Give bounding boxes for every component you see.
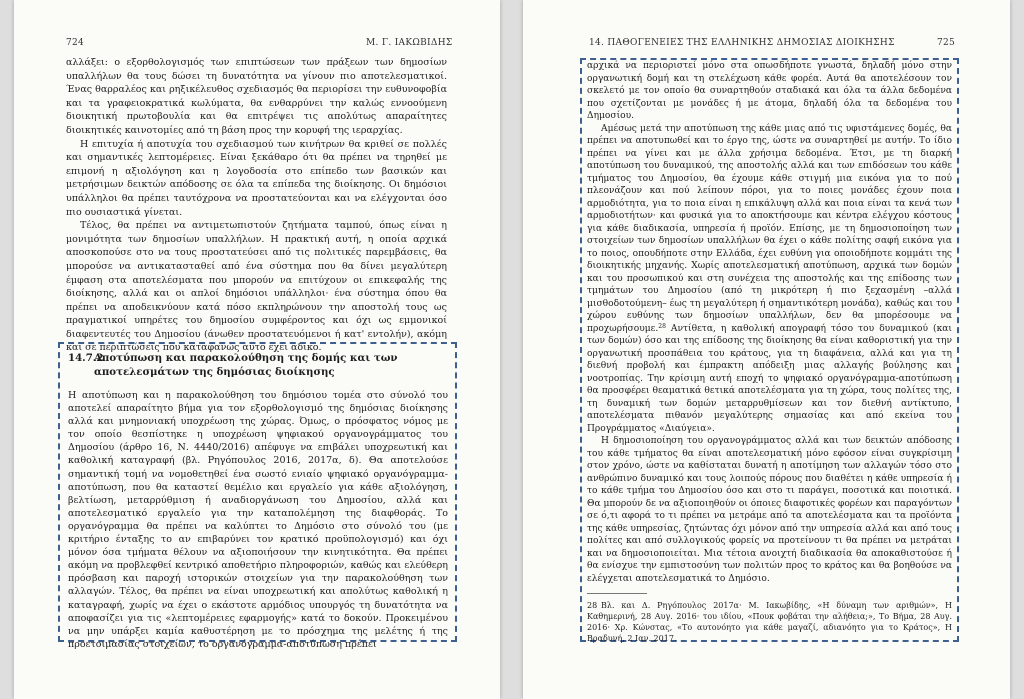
footnote-text: Βλ. και Δ. Ρηγόπουλος 2017α· Μ. Ιακωβίδης, «Η δύναμη των αριθμών», Η Καθημερινή, 28 Αυγ. 2016· του ιδίου, «Πουκ φοβάται την αλήθεια;», Το Βήμα, 28 Αυγ. 2016· Χρ. Κώνστας, «Το αυτονόητο για κάθε μαγαζί, αδιανόητο για το Κράτος», Η Βραδυνή, 2 Ιαν. 2017. <box>587 601 952 643</box>
section-number: 14.7.2 <box>68 352 104 364</box>
paragraph-text: Αντίθετα, η καθολική απογραφή τόσο του δυναμικού (και των δομών) όσο και της επίδοσης της διοίκησης θα είναι καθοριστική για την οργανωτική προσπάθεια του κράτους, για τη διαφάνεια, αλλά και για τη διεθνή προβολή και έμπρακτη απόδειξη μιας αλλαγής βούλησης και νοοτροπίας. Την κρίσιμη αυτή εποχή το ψηφιακό οργανόγραμμα-αποτύπωση θα προσφέρει θεαματικά θετικά αποτελέσματα για τη χώρα, τους πολίτες της, τη δυναμική των δομών μεταρρυθμίσεων και τον διεθνή αντίκτυπο, αποτελέσματα πιθανόν μεγαλύτερης σημασίας και από εκείνα του Προγράμματος «Διαύγεια». <box>587 323 952 434</box>
highlighted-text-box <box>580 58 959 642</box>
paragraph: Η επιτυχία ή αποτυχία του σχεδιασμού των κινήτρων θα κριθεί σε πολλές και σημαντικές λεπτομέρειες. Είναι ξεκάθαρο ότι θα πρέπει να τηρηθεί με επιμονή η αξιολόγηση και η λογοδοσία στο επίπεδο των βασικών και μετρήσιμων δεικτών απόδοσης σε όλα τα επίπεδα της διοίκησης. Οι δημόσιοι υπάλληλοι θα πρέπει ταυτόχρονα να προστατεύονται και να ελέγχονται όσο πιο ουσιαστικά γίνεται. <box>66 138 447 218</box>
section-text <box>68 389 448 651</box>
footnote <box>587 600 952 644</box>
highlighted-section-box <box>58 342 457 650</box>
body-text <box>587 60 952 585</box>
page-number: 725 <box>937 38 956 48</box>
footnote-number: 28 <box>587 601 598 610</box>
section-heading <box>68 351 448 379</box>
paragraph: αλλάξει: ο εξορθολογισμός των επιπτώσεων των πράξεων των δημοσίων υπαλλήλων θα τους δώσει τη δυνατότητα να γίνουν πιο αποτελεσματικοί. Ένας θαρραλέος και ρηξικέλευθος σχεδιασμός θα περιορίσει την ευθυνοφοβία και τα γραφειοκρατικά κωλύματα, θα ενθαρρύνει την καλώς εννοούμενη διοικητική πρωτοβουλία και θα επιτρέψει τις απολύτως απαραίτητες διοικητικές καινοτομίες από τη βάση προς την κορυφή της ιεραρχίας. <box>66 57 447 136</box>
body-text <box>66 56 447 355</box>
page-number: 724 <box>66 38 85 48</box>
footnote-ref: 28 <box>658 322 666 330</box>
paragraph: Τέλος, θα πρέπει να αντιμετωπιστούν ζητήματα ταμπού, όπως είναι η μονιμότητα των δημοσίων υπαλλήλων. Η πρακτική αυτή, η οποία αρχικά αποσκοπούσε στο να τους προστατεύσει από τις πολιτικές παρεμβάσεις, θα μπορούσε να αντικατασταθεί από ένα σύστημα που θα δίνει μεγαλύτερη έμφαση στα αποτελέσματα που μπορούν να επιτύχουν οι επικεφαλής της διοίκησης, αλλά και οι απλοί δημόσιοι υπάλληλοι· ένα σύστημα όπου θα πρέπει να αποδεικνύουν κατά πόσο εκπληρώνουν την αποστολή τους ως πραγματικοί υπηρέτες του δημοσίου συμφέροντος και όχι ως εμμονικοί διαφεντευτές του Δημοσίου (άνωθεν προστατευόμενοι ή κατ' εντολήν), ακόμη και σε περιπτώσεις που καταφανώς αυτό έχει άδικο. <box>66 220 447 354</box>
left-page <box>14 0 500 699</box>
paragraph: αρχικά να περιοριστεί μόνο στα οπωσδήποτε γνωστά, δηλαδή μόνο στην οργανωτική δομή και τη στελέχωση κάθε φορέα. Αυτά θα αποτελέσουν τον σκελετό με τον οποίο θα συναρτηθούν σταδιακά και όλα τα άλλα δεδομένα που σχετίζονται με μονάδες ή με άτομα, δηλαδή όλα τα δεδομένα του Δημοσίου. <box>587 61 952 121</box>
running-head: Μ. Γ. ΙΑΚΩΒΙΔΗΣ <box>366 38 453 48</box>
paragraph-text: Αμέσως μετά την αποτύπωση της κάθε μιας από τις υφιστάμενες δομές, θα πρέπει να αποτυπωθεί και το έργο της, ώστε να συναρτηθεί με αυτήν. Το ίδιο πρέπει να γίνει και με άλλα χρήσιμα δεδομένα. Έτσι, με τη διαρκή αποτύπωση του δυναμικού, της αποστολής αλλά και των επιδόσεων του κάθε τμήματος του Δημοσίου, θα έχουμε κάθε στιγμή μια εικόνα για το πού πλεονάζουν και πού λείπουν πόροι, για το ποιες μονάδες έχουν ποια αρμοδιότητα, για το ποια είναι η επικάλυψη αλλά και ποια είναι τα κενά των αρμοδιοτήτων· και φυσικά για το αποκτήσουμε και κέντρα ελέγχου κόστους για κάθε διαδικασία, υπηρεσία ή προϊόν. Επίσης, με τη δημοσιοποίηση των στοιχείων των δημοσίων υπαλλήλων θα έχει ο κάθε πολίτης σαφή εικόνα για το ποιος, οπουδήποτε στην Ελλάδα, έχει ευθύνη για οποιοδήποτε κομμάτι της διοικητικής μηχανής. Χωρίς αποτελεσματική αποτύπωση, αρχικά των δομών και του προσωπικού και στη συνέχεια της αποστολής και της επίδοσης των τμημάτων του Δημοσίου (από τη μικρότερη ή πιο ξεχασμένη –αλλά μισθοδοτούμενη– έως τη μεγαλύτερη ή σημαντικότερη μονάδα), καθώς και του χώρου ευθύνης των δημοσίων υπαλλήλων, δεν θα μπορέσουμε να προχωρήσουμε. <box>587 123 952 334</box>
right-page <box>523 0 1010 699</box>
section-title: Αποτύπωση και παρακολούθηση της δομής και των αποτελεσμάτων της δημόσιας διοίκησης <box>94 352 398 378</box>
paragraph <box>587 123 952 436</box>
paragraph: Η δημοσιοποίηση του οργανογράμματος αλλά και των δεικτών απόδοσης του κάθε τμήματος θα είναι αποτελεσματική μόνο εφόσον είναι συγκρίσιμη στον χρόνο, ώστε να καθίσταται δυνατή η αποτίμηση των αλλαγών τόσο στο ανθρώπινο δυναμικό και τους λοιπούς πόρους που διαθέτει η κάθε υπηρεσία ή το κάθε τμήμα του Δημοσίου όσο και στο τι παράγει, ποσοτικά και ποιοτικά. Θα μπορούν δε να αξιοποιηθούν οι όποιες διαφοτικές φορέων και παραγόντων σε ό,τι αφορά το τι πρέπει να μετράμε από τα αποτελέσματα και τα προϊόντα της κάθε υπηρεσίας, ζητώντας όχι μόνον από την υπηρεσία αλλά και από τους πολίτες και από συλλογικούς φορείς να προτείνουν τι θα πρέπει να μετράται και να δημοσιοποιείται. Μια τέτοια ανοιχτή διαδικασία θα αποκαθιστούσε ή θα ενίσχυε την εμπιστοσύνη των πολιτών προς το κράτος και θα βοηθούσε να ελέγχεται αποτελεσματικά το Δημόσιο. <box>587 436 952 584</box>
running-head: 14. ΠΑΘΟΓΕΝΕΙΕΣ ΤΗΣ ΕΛΛΗΝΙΚΗΣ ΔΗΜΟΣΙΑΣ ΔΙΟΙΚΗΣΗΣ <box>589 38 895 48</box>
paragraph: Η αποτύπωση και η παρακολούθηση του δημόσιου τομέα στο σύνολό του αποτελεί απαραίτητο βήμα για τον εξορθολογισμό της δημόσιας διοίκησης αλλά και μνημονιακή υποχρέωση της χώρας. Όμως, ο πρόσφατος νόμος με τον οποίο θεσπίστηκε η υποχρέωση ψηφιακού οργανογράμματος του Δημοσίου (άρθρο 16, Ν. 4440/2016) απέφυγε να επιβάλει υποχρεωτική και καθολική καταγραφή (βλ. Ρηγόπουλος 2016, 2017α, δ). Θα αποτελούσε σημαντική τομή να νομοθετηθεί ένα σωστό ενιαίο ψηφιακό οργανόγραμμα-αποτύπωση, που θα καταστεί θεμέλιο και εργαλείο για κάθε αξιολόγηση, βελτίωση, μεταρρύθμιση ή αναδιοργάνωση του Δημοσίου, αλλά και αποτελεσματικό εργαλείο για την καταπολέμηση της διαφθοράς. Το οργανόγραμμα θα πρέπει να καλύπτει το Δημόσιο στο σύνολό του (με κριτήριο ένταξης το αν επιβαρύνει τον κρατικό προϋπολογισμό) και όχι μόνον όσα τμήματα θέλουν να αξιοποιήσουν την κινητικότητα. Θα πρέπει ακόμη να προβλεφθεί κεντρικό αποθετήριο πληροφοριών, καθώς και ελεύθερη πρόσβαση και παροχή ιστορικών στοιχείων για την παρακολούθηση των αλλαγών. Τέλος, θα πρέπει να είναι υποχρεωτική και απολύτως καθολική η καταγραφή, χωρίς να έχει ο εκάστοτε αρμόδιος υπουργός τη δυνατότητα να αποφασίζει για τις «λεπτομέρειες εφαρμογής» κατά το δοκούν. Προκειμένου να μην υπάρξει καμία καθυστέρηση με το πρόσχημα της μελέτης ή της προετοιμασίας στοιχείων, το οργανόγραμμα-αποτύπωση πρέπει <box>68 390 448 650</box>
footnote-rule <box>587 593 647 594</box>
